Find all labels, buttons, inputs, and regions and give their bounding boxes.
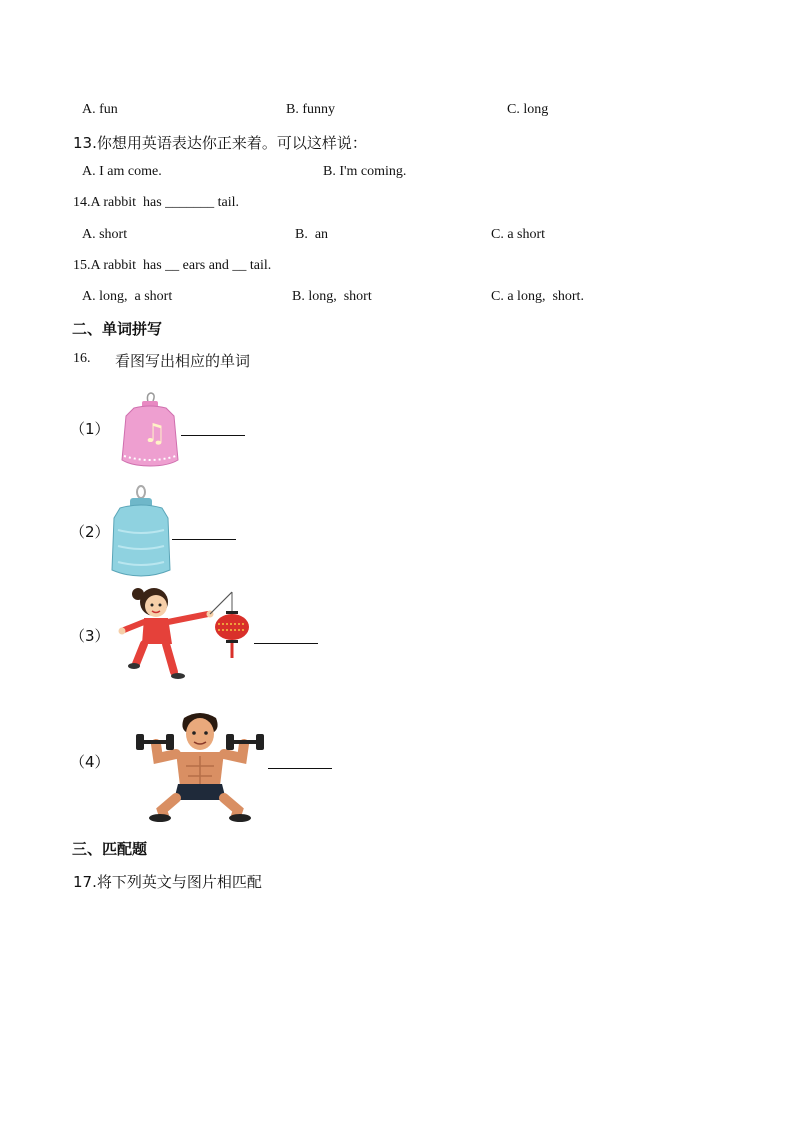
q13-option-a: A. I am come.: [82, 164, 162, 179]
pink-sweater-icon: [118, 390, 182, 470]
q16-item-4-label: （4）: [70, 753, 110, 771]
blue-sweater-icon: [110, 484, 172, 580]
q15-option-c: C. a long, short.: [491, 289, 584, 304]
q15-option-b: B. long, short: [292, 289, 372, 304]
section-2-title: 二、单词拼写: [72, 320, 163, 338]
q12-option-c: C. long: [507, 102, 549, 117]
q12-option-b: B. funny: [286, 102, 335, 117]
q14-option-a: A. short: [82, 227, 128, 242]
q12-option-a: A. fun: [82, 102, 118, 117]
q16-item-1-label: （1）: [70, 420, 110, 438]
q16-number: 16.: [73, 351, 91, 366]
section-3-title: 三、匹配题: [72, 840, 148, 858]
girl-with-lantern-icon: [118, 584, 254, 686]
q13-option-b: B. I'm coming.: [323, 164, 407, 179]
q15-option-a: A. long, a short: [82, 289, 173, 304]
svg-text:♫: ♫: [143, 419, 167, 449]
q13-question: 13.你想用英语表达你正来着。可以这样说：: [73, 134, 367, 152]
q16-instruction: 看图写出相应的单词: [115, 352, 251, 370]
q16-item-3-label: （3）: [70, 627, 110, 645]
q16-item-4-answer-blank[interactable]: [268, 768, 332, 769]
q14-option-b: B. an: [295, 227, 329, 242]
q16-item-2-answer-blank[interactable]: [172, 539, 236, 540]
q14-question: 14.A rabbit has _______ tail.: [73, 195, 240, 210]
q14-option-c: C. a short: [491, 227, 546, 242]
q15-question: 15.A rabbit has __ ears and __ tail.: [73, 258, 272, 273]
q16-item-3-answer-blank[interactable]: [254, 643, 318, 644]
q16-item-1-answer-blank[interactable]: [181, 435, 245, 436]
strong-man-dumbbells-icon: [134, 708, 268, 824]
q16-item-2-label: （2）: [70, 523, 110, 541]
q17-question: 17.将下列英文与图片相匹配: [73, 873, 262, 891]
